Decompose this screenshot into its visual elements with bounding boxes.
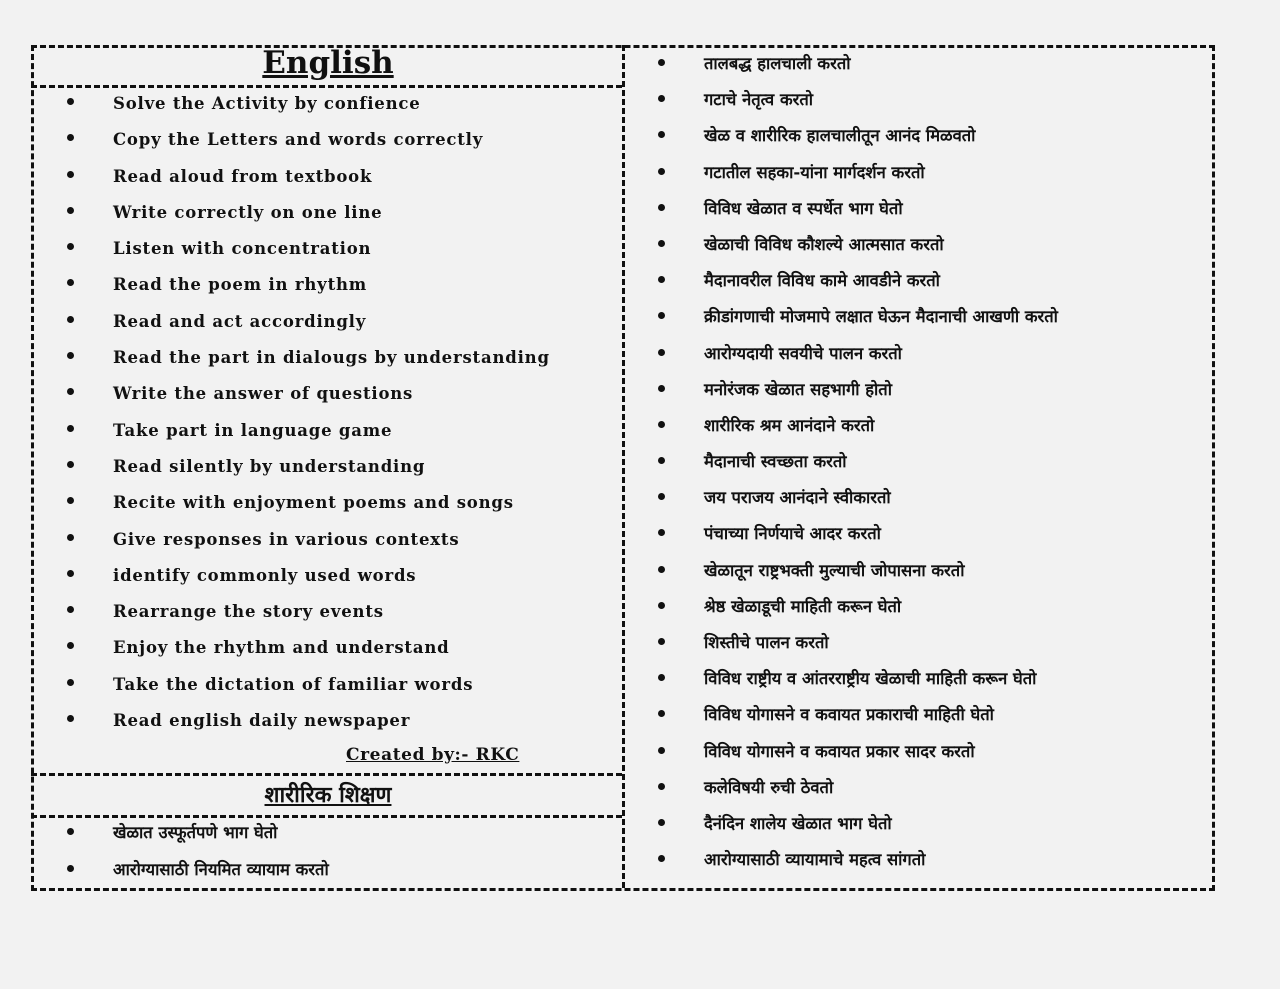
list-item-text: शिस्तीचे पालन करतो: [704, 633, 829, 652]
english-heading: English: [262, 45, 394, 81]
bullet-icon: [67, 461, 74, 468]
list-item-text: क्रीडांगणाची मोजमापे लक्षात घेऊन मैदानाची आखणी करतो: [704, 307, 1058, 327]
list-item-text: मनोरंजक खेळात सहभागी होतो: [704, 379, 892, 399]
bullet-icon: [658, 385, 665, 392]
bullet-icon: [658, 204, 665, 211]
list-item-text: Read english daily newspaper: [113, 711, 411, 731]
list-item-text: तालबद्ध हालचाली करतो: [704, 54, 851, 73]
list-item-text: विविध खेळात व स्पर्धेत भाग घेतो: [704, 198, 903, 218]
bullet-icon: [67, 828, 74, 835]
list-item-text: मैदानाची स्वच्छता करतो: [704, 452, 847, 472]
list-item-text: Take the dictation of familiar words: [113, 674, 474, 694]
list-item-text: आरोग्यासाठी नियमित व्यायाम करतो: [113, 860, 329, 879]
section-divider-bottom: [31, 815, 622, 818]
list-item-text: Write the answer of questions: [113, 384, 414, 404]
bullet-icon: [658, 349, 665, 356]
list-item-text: पंचाच्या निर्णयाचे आदर करतो: [704, 524, 881, 544]
list-item-text: आरोग्यासाठी व्यायामाचे महत्व सांगतो: [704, 850, 926, 870]
column-divider: [622, 45, 625, 888]
bullet-icon: [67, 207, 74, 214]
bullet-icon: [67, 425, 74, 432]
list-item-text: Read and act accordingly: [113, 311, 367, 331]
list-item-text: Enjoy the rhythm and understand: [113, 638, 450, 658]
bullet-icon: [658, 602, 665, 609]
list-item-text: विविध राष्ट्रीय व आंतरराष्ट्रीय खेळाची माहिती करून घेतो: [704, 669, 1037, 689]
list-item-text: Listen with concentration: [113, 239, 372, 259]
list-item-text: Read the poem in rhythm: [113, 275, 368, 295]
list-item-text: शारीरिक श्रम आनंदाने करतो: [704, 415, 875, 435]
list-item-text: Recite with enjoyment poems and songs: [113, 493, 514, 513]
bullet-icon: [658, 747, 665, 754]
bullet-icon: [67, 715, 74, 722]
list-item-text: खेळ व शारीरिक हालचालीतून आनंद मिळवतो: [704, 126, 976, 146]
bullet-icon: [658, 638, 665, 645]
english-heading-divider: [31, 85, 622, 88]
list-item-text: मैदानावरील विविध कामे आवडीने करतो: [704, 271, 940, 291]
list-item-text: गटातील सहका-यांना मार्गदर्शन करतो: [704, 162, 925, 182]
bullet-icon: [658, 457, 665, 464]
list-item-text: जय पराजय आनंदाने स्वीकारतो: [704, 488, 891, 508]
list-item-text: Read aloud from textbook: [113, 166, 373, 186]
credit-line: Created by:- RKC: [346, 745, 520, 765]
bullet-icon: [67, 316, 74, 323]
list-item-text: Read silently by understanding: [113, 456, 426, 476]
list-item-text: दैनंदिन शालेय खेळात भाग घेतो: [704, 813, 892, 833]
bullet-icon: [658, 566, 665, 573]
list-item-text: विविध योगासने व कवायत प्रकाराची माहिती घेतो: [704, 705, 994, 725]
list-item-text: Copy the Letters and words correctly: [113, 130, 484, 150]
bullet-icon: [67, 570, 74, 577]
list-item-text: Rearrange the story events: [113, 602, 384, 622]
list-item-text: Give responses in various contexts: [113, 529, 460, 549]
bullet-icon: [67, 865, 74, 872]
list-item-text: गटाचे नेतृत्व करतो: [704, 90, 814, 110]
list-item-text: श्रेष्ठ खेळाडूची माहिती करून घेतो: [704, 596, 902, 616]
bullet-icon: [658, 240, 665, 247]
bullet-icon: [658, 59, 665, 66]
list-item-text: खेळाची विविध कौशल्ये आत्मसात करतो: [704, 234, 944, 254]
list-item-text: आरोग्यदायी सवयीचे पालन करतो: [704, 343, 902, 363]
list-item-text: identify commonly used words: [113, 565, 417, 585]
bullet-icon: [658, 819, 665, 826]
bullet-icon: [658, 421, 665, 428]
bullet-icon: [67, 534, 74, 541]
list-item-text: Write correctly on one line: [113, 202, 383, 222]
list-item-text: कलेविषयी रुची ठेवतो: [704, 777, 834, 797]
list-item-text: विविध योगासने व कवायत प्रकार सादर करतो: [704, 741, 975, 761]
bullet-icon: [67, 679, 74, 686]
list-item-text: Read the part in dialougs by understanding: [113, 348, 550, 368]
bullet-icon: [67, 171, 74, 178]
physical-education-heading: शारीरिक शिक्षण: [264, 782, 392, 808]
bullet-icon: [658, 168, 665, 175]
list-item-text: Solve the Activity by confience: [113, 94, 421, 113]
section-divider-top: [31, 773, 622, 776]
bullet-icon: [658, 783, 665, 790]
bullet-icon: [67, 98, 74, 105]
list-item-text: खेळात उस्फूर्तपणे भाग घेतो: [113, 823, 278, 842]
list-item-text: Take part in language game: [113, 420, 393, 440]
list-item-text: खेळातून राष्ट्रभक्ती मुल्याची जोपासना करतो: [704, 560, 965, 580]
